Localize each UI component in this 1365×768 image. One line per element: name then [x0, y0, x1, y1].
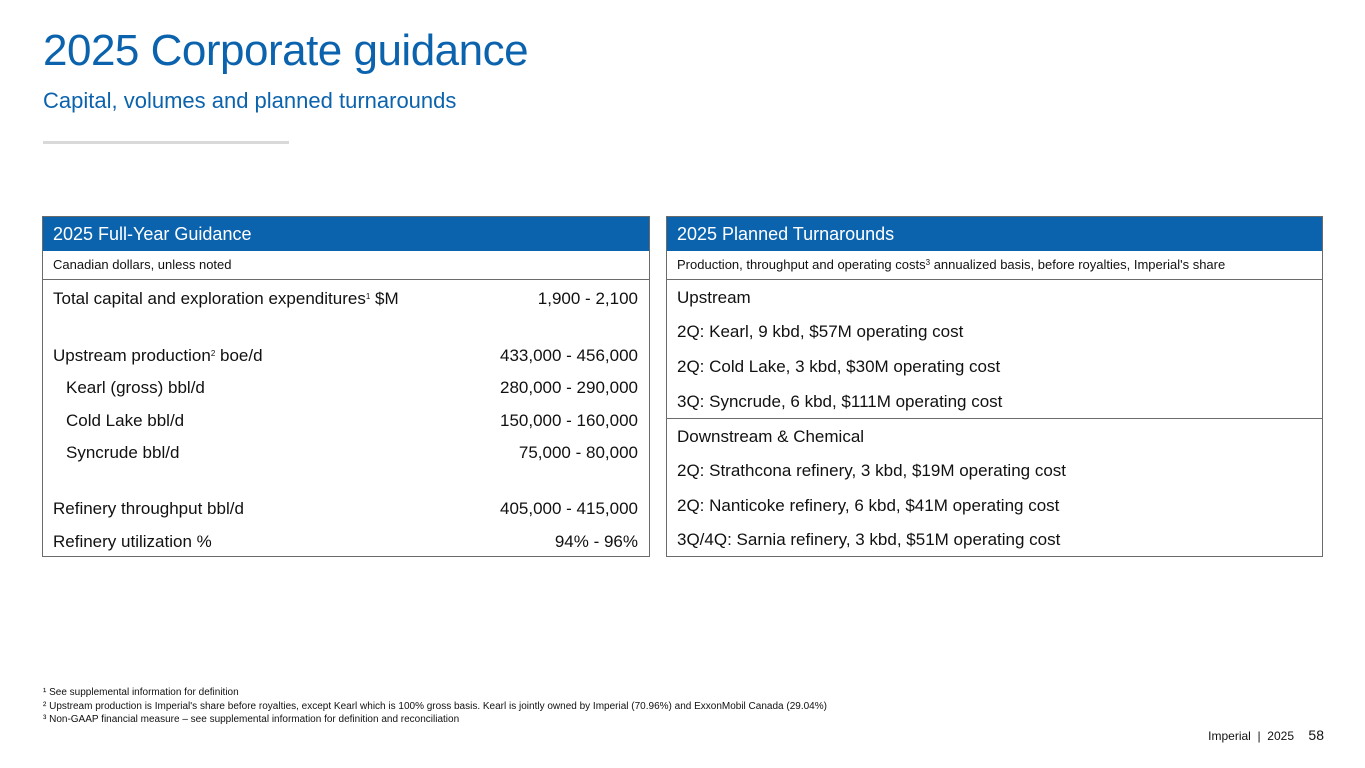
page-number: 58 — [1308, 727, 1324, 743]
footnote: ¹ See supplemental information for definition — [43, 687, 239, 698]
turnaround-item: 2Q: Cold Lake, 3 kbd, $30M operating cost — [677, 357, 1001, 376]
footnotes — [43, 686, 827, 727]
section-divider — [667, 418, 1322, 419]
guidance-row-label: Kearl (gross) bbl/d — [66, 378, 205, 397]
guidance-row-label: Upstream production$^2$ boe/d — [53, 346, 263, 365]
turnarounds-header: 2025 Planned Turnarounds — [667, 217, 1322, 251]
slide-subtitle: Capital, volumes and planned turnarounds — [43, 88, 457, 113]
slide-title: 2025 Corporate guidance — [43, 26, 529, 75]
guidance-subheader: Canadian dollars, unless noted — [43, 251, 649, 280]
turnaround-item: 2Q: Strathcona refinery, 3 kbd, $19M operating cost — [677, 461, 1067, 480]
turnarounds-panel — [666, 216, 1323, 557]
guidance-row-label: Total capital and exploration expenditures$^1$ $M — [53, 289, 399, 308]
footer-brand: Imperial | 2025 — [1208, 729, 1294, 743]
guidance-row-capex — [53, 287, 638, 311]
turnaround-item: 2Q: Nanticoke refinery, 6 kbd, $41M operating cost — [677, 496, 1060, 515]
upstream-section-title: Upstream — [677, 288, 751, 307]
guidance-row-value: 433,000 - 456,000 — [499, 346, 638, 365]
guidance-row-value: 94% - 96% — [554, 532, 638, 551]
guidance-row-label: Refinery utilization % — [53, 532, 212, 551]
guidance-row-cold-lake — [53, 409, 638, 433]
guidance-row-label: Cold Lake bbl/d — [66, 411, 185, 430]
guidance-row-label: Refinery throughput bbl/d — [53, 499, 244, 518]
guidance-row-kearl — [53, 376, 638, 400]
guidance-row-upstream-production — [53, 344, 638, 368]
guidance-row-syncrude — [53, 441, 638, 465]
guidance-row-value: 1,900 - 2,100 — [537, 289, 638, 308]
guidance-row-value: 150,000 - 160,000 — [499, 411, 638, 430]
guidance-row-label: Syncrude bbl/d — [66, 443, 180, 462]
footnote: ² Upstream production is Imperial's share before royalties, except Kearl which is 100% gross basis. Kearl is jointly owned by Imperial (70.96%) and ExxonMobil Canada (29.04%) — [43, 700, 827, 712]
turnarounds-subheader: Production, throughput and operating costs$^3$ annualized basis, before royalties, Imperial's share — [667, 251, 1322, 280]
guidance-row-value: 405,000 - 415,000 — [499, 499, 638, 518]
guidance-row-value: 75,000 - 80,000 — [518, 443, 638, 462]
guidance-panel — [42, 216, 650, 557]
title-divider — [43, 141, 289, 144]
footnote: ³ Non-GAAP financial measure – see supplemental information for definition and reconciliation — [43, 714, 460, 725]
turnaround-item: 3Q: Syncrude, 6 kbd, $111M operating cost — [677, 392, 1003, 411]
turnaround-item: 2Q: Kearl, 9 kbd, $57M operating cost — [677, 322, 964, 341]
guidance-header: 2025 Full-Year Guidance — [43, 217, 649, 251]
guidance-row-refinery-utilization — [53, 530, 638, 554]
downstream-section-title: Downstream & Chemical — [677, 427, 865, 446]
guidance-row-refinery-throughput — [53, 497, 638, 521]
guidance-row-value: 280,000 - 290,000 — [499, 378, 638, 397]
turnaround-item: 3Q/4Q: Sarnia refinery, 3 kbd, $51M operating cost — [677, 530, 1061, 549]
